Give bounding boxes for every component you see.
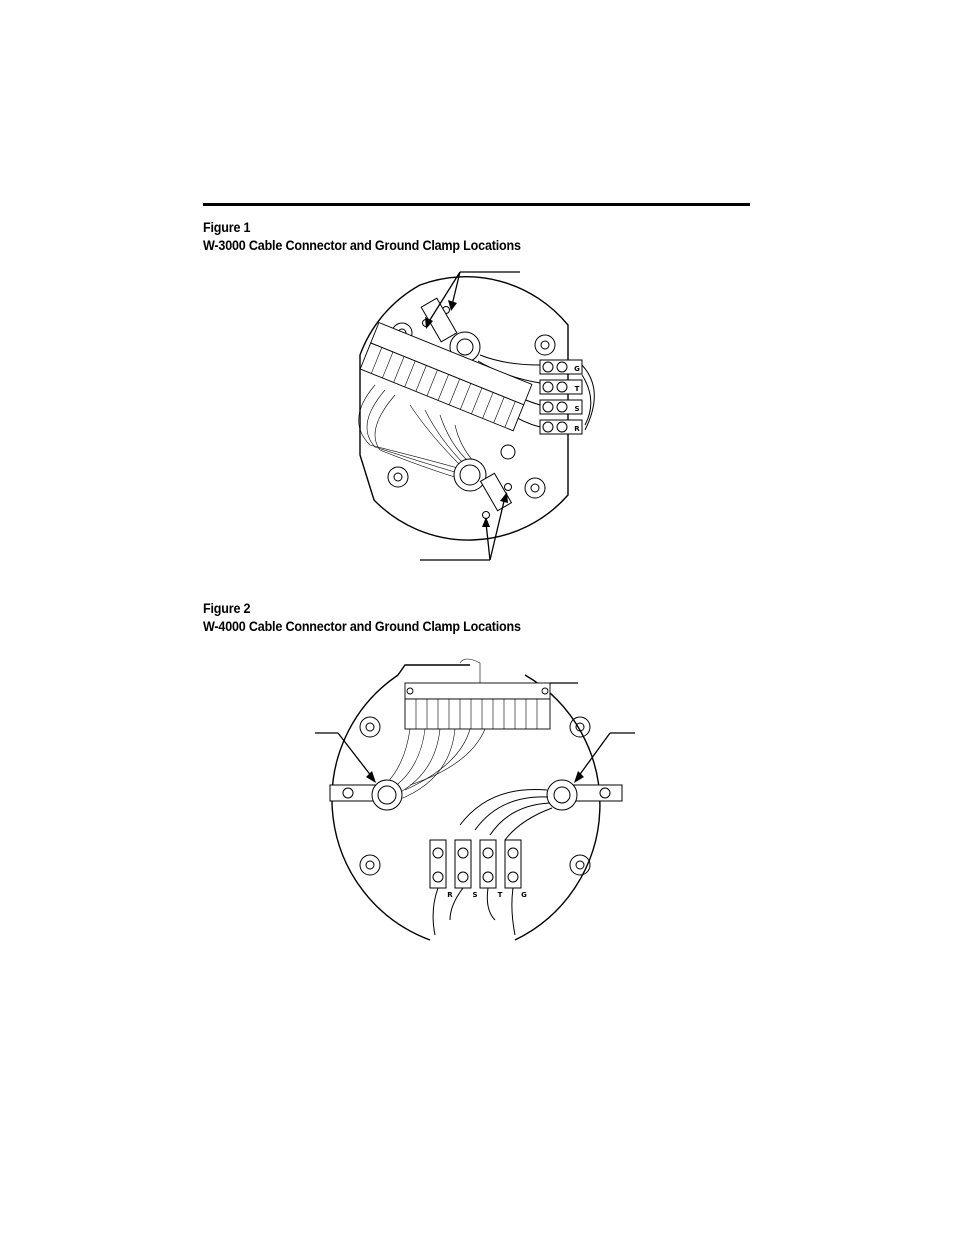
figure2-title: W-4000 Cable Connector and Ground Clamp Locations [203, 619, 521, 634]
figure1-caption [203, 219, 521, 255]
figure1-title: W-3000 Cable Connector and Ground Clamp Locations [203, 238, 521, 253]
figure2-power-terminals [430, 840, 521, 935]
terminal-label-s: S [472, 891, 478, 899]
figure2-diagram [310, 645, 640, 945]
top-rule [203, 203, 750, 206]
figure1-diagram [330, 265, 630, 565]
figure2-left-cable-connector [330, 780, 402, 810]
terminal-label-g: G [574, 365, 580, 373]
terminal-label-g: G [521, 891, 527, 899]
terminal-label-r: R [574, 425, 580, 433]
figure2-wire-bundle [385, 659, 485, 800]
figure1-label: Figure 1 [203, 220, 251, 235]
terminal-label-t: T [574, 385, 580, 393]
terminal-label-s: S [574, 405, 580, 413]
terminal-label-r: R [447, 891, 453, 899]
figure2-terminal-strip [405, 683, 550, 729]
figure2-label: Figure 2 [203, 601, 251, 616]
figure1-power-terminals [540, 360, 594, 434]
terminal-label-t: T [497, 891, 503, 899]
figure2-arrowheads [366, 771, 584, 783]
figure2-caption [203, 600, 521, 636]
